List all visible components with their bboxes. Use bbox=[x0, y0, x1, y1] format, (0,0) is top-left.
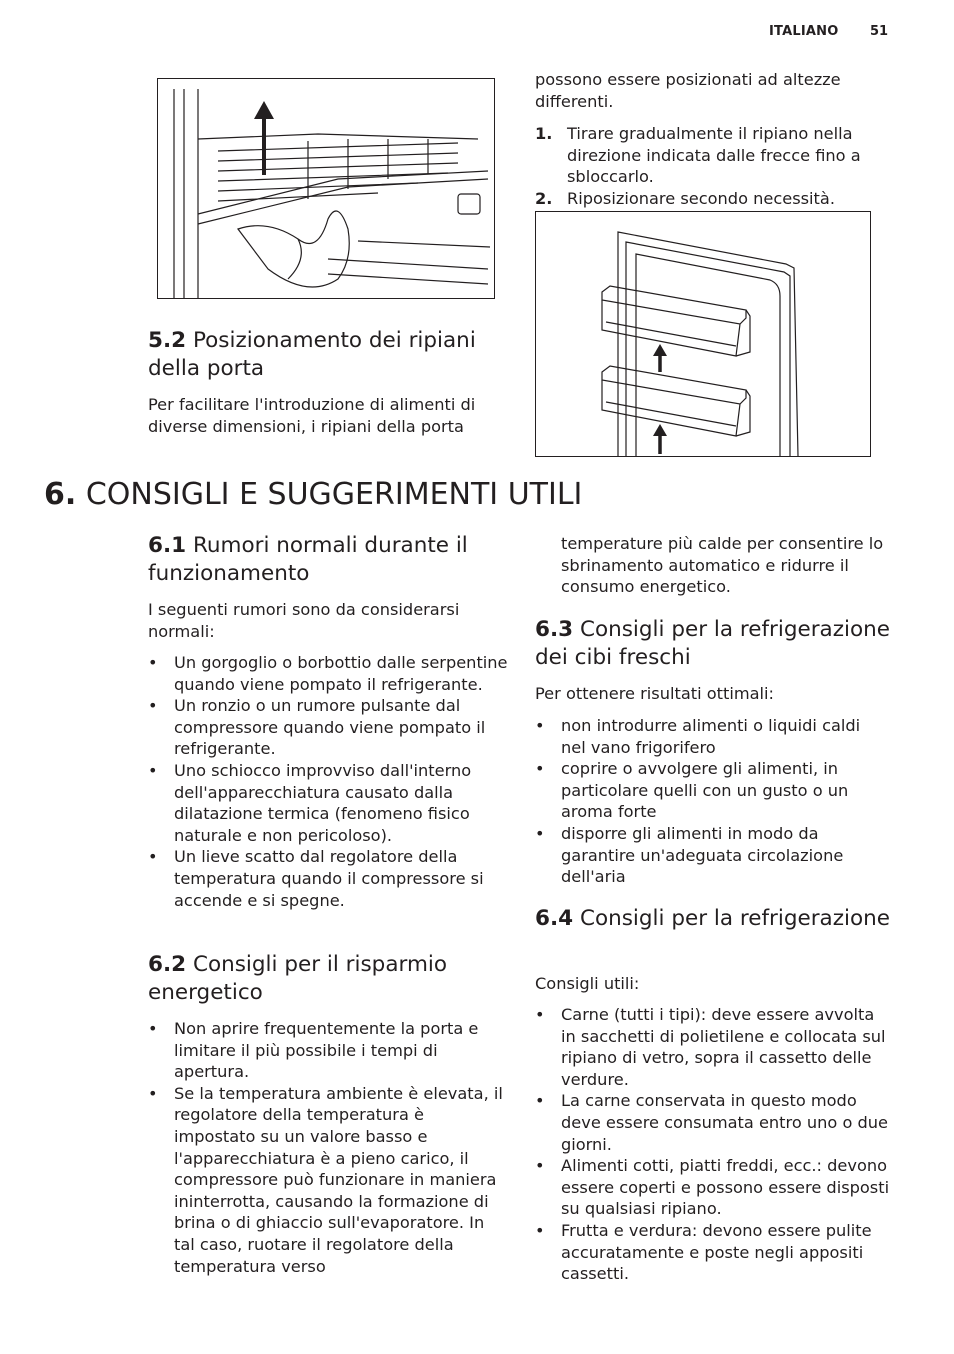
step-2-number: 2. bbox=[535, 188, 553, 208]
chapter-6-heading bbox=[44, 477, 904, 513]
section-5-2-steps bbox=[535, 123, 887, 209]
step-2-text: Riposizionare secondo necessità. bbox=[567, 188, 835, 208]
section-5-2-title: Posizionamento dei ripiani della porta bbox=[148, 328, 476, 381]
section-6-4-intro: Consigli utili: bbox=[535, 974, 640, 993]
section-6-4-heading bbox=[535, 905, 895, 933]
door-shelves-figure bbox=[535, 211, 871, 457]
section-6-2-heading bbox=[148, 951, 508, 1007]
up-arrow-icon bbox=[653, 424, 667, 454]
list-item: • non introdurre alimenti o liquidi caldi nel vano frigorifero bbox=[535, 715, 887, 758]
list-item: • Un gorgoglio o borbottio dalle serpentine quando viene pompato il refrigerante. bbox=[148, 652, 508, 695]
door-shelves-illustration bbox=[536, 212, 870, 456]
list-item: • Carne (tutti i tipi): deve essere avvolta in sacchetti di polietilene e collocata sul ripiano di vetro, sopra il cassetto delle verdure. bbox=[535, 1004, 893, 1090]
section-6-4-number: 6.4 bbox=[535, 906, 574, 931]
section-6-1-title: Rumori normali durante il funzionamento bbox=[148, 533, 468, 586]
list-item: • La carne conservata in questo modo deve essere consumata entro uno o due giorni. bbox=[535, 1090, 893, 1155]
section-6-1-list bbox=[148, 652, 508, 911]
list-item: • Uno schiocco improvviso dall'interno dell'apparecchiatura causato dalla dilatazione termica (fenomeno fisico naturale e non pericoloso). bbox=[148, 760, 508, 846]
section-6-1-number: 6.1 bbox=[148, 533, 187, 558]
list-item: • coprire o avvolgere gli alimenti, in particolare quelli con un gusto o un aroma forte bbox=[535, 758, 887, 823]
section-5-2-intro: Per facilitare l'introduzione di alimenti di diverse dimensioni, i ripiani della porta bbox=[148, 395, 476, 436]
list-item: • Frutta e verdura: devono essere pulite accuratamente e poste negli appositi cassetti. bbox=[535, 1220, 893, 1285]
step-1-number: 1. bbox=[535, 124, 553, 143]
header-language: ITALIANO bbox=[769, 24, 839, 39]
step-1 bbox=[535, 123, 887, 188]
section-6-1-heading bbox=[148, 532, 508, 588]
section-5-2-heading bbox=[148, 327, 508, 383]
section-6-3-title: Consigli per la refrigerazione dei cibi freschi bbox=[535, 617, 890, 670]
list-item: • Non aprire frequentemente la porta e limitare il più possibile i tempi di apertura. bbox=[148, 1018, 508, 1083]
section-6-1-intro: I seguenti rumori sono da considerarsi normali: bbox=[148, 600, 460, 641]
shelf-illustration bbox=[158, 79, 494, 298]
section-6-3-heading bbox=[535, 616, 895, 672]
section-6-3-list bbox=[535, 715, 887, 888]
up-arrow-icon bbox=[653, 344, 667, 372]
chapter-6-number: 6. bbox=[44, 477, 77, 512]
section-6-2-continuation: temperature più calde per consentire lo sbrinamento automatico e ridurre il consumo energetico. bbox=[561, 534, 884, 597]
up-arrow-icon bbox=[254, 101, 274, 175]
section-6-4-title: Consigli per la refrigerazione bbox=[579, 906, 890, 931]
list-item: • Alimenti cotti, piatti freddi, ecc.: devono essere coperti e possono essere disposti su qualsiasi ripiano. bbox=[535, 1155, 893, 1220]
section-6-2-number: 6.2 bbox=[148, 952, 187, 977]
section-5-2-number: 5.2 bbox=[148, 328, 187, 353]
section-6-3-number: 6.3 bbox=[535, 617, 574, 642]
list-item: • disporre gli alimenti in modo da garantire un'adeguata circolazione dell'aria bbox=[535, 823, 887, 888]
step-2 bbox=[535, 188, 887, 210]
section-6-3-intro: Per ottenere risultati ottimali: bbox=[535, 684, 774, 703]
list-item: • Un lieve scatto dal regolatore della temperatura quando il compressore si accende e si spegne. bbox=[148, 846, 508, 911]
shelf-removal-figure bbox=[157, 78, 495, 299]
section-5-2-continuation: possono essere posizionati ad altezze differenti. bbox=[535, 70, 841, 111]
list-item: • Se la temperatura ambiente è elevata, il regolatore della temperatura è impostato su un valore basso e l'apparecchiatura è a pieno carico, il compressore può funzionare in maniera ininterrotta, causando la formazione di brina o di ghiaccio sull'evaporatore. In tal caso, ruotare il regolatore della temperatura verso bbox=[148, 1083, 508, 1277]
page-number: 51 bbox=[870, 24, 889, 39]
section-6-4-list bbox=[535, 1004, 893, 1285]
list-item: • Un ronzio o un rumore pulsante dal compressore quando viene pompato il refrigerante. bbox=[148, 695, 508, 760]
step-1-text: Tirare gradualmente il ripiano nella direzione indicata dalle frecce fino a sbloccarlo. bbox=[567, 124, 861, 187]
section-6-2-list bbox=[148, 1018, 508, 1277]
chapter-6-title: CONSIGLI E SUGGERIMENTI UTILI bbox=[85, 477, 583, 512]
section-6-2-title: Consigli per il risparmio energetico bbox=[148, 952, 448, 1005]
